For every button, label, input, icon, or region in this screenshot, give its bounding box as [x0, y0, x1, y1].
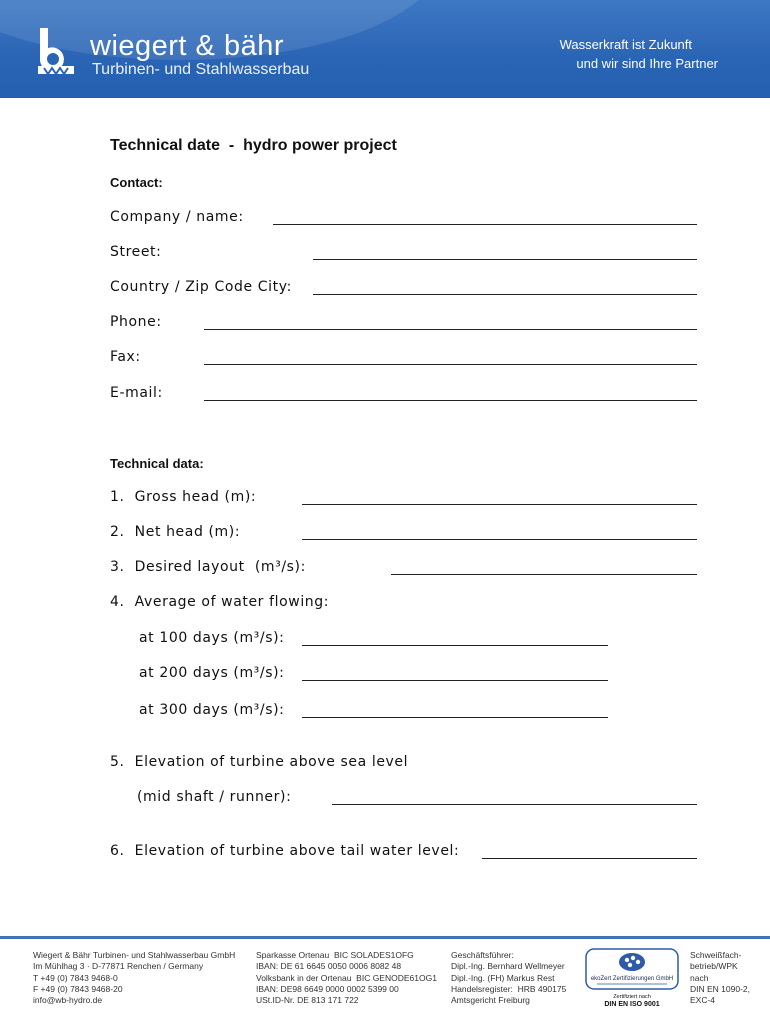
mid-shaft-row [0, 789, 770, 809]
elevation-tail-row [0, 843, 770, 863]
flow-300-input-line[interactable] [302, 717, 608, 718]
phone-input-line[interactable] [204, 329, 697, 330]
footer-management-info [451, 950, 566, 1006]
gross-head-input-line[interactable] [302, 504, 697, 505]
street-input-line[interactable] [313, 259, 697, 260]
elevation-tail-input-line[interactable] [482, 858, 697, 859]
country-row [0, 279, 770, 299]
net-head-input-line[interactable] [302, 539, 697, 540]
average-flow-row [0, 594, 770, 614]
field-label: E-mail: [110, 385, 163, 401]
company-name: wiegert & bähr [90, 30, 284, 62]
footer-line: Wiegert & Bähr Turbinen- und Stahlwasserbau GmbH [33, 950, 236, 960]
mid-shaft-input-line[interactable] [332, 804, 697, 805]
field-label: Street: [110, 244, 162, 260]
footer-email-link[interactable]: info@wb-hydro.de [33, 995, 103, 1006]
flow-200-row [0, 665, 770, 685]
field-label: Fax: [110, 349, 141, 365]
elevation-sea-row [0, 754, 770, 774]
item-label: (mid shaft / runner): [137, 789, 292, 805]
item-label: at 100 days (m³/s): [139, 630, 285, 646]
field-label: Phone: [110, 314, 162, 330]
gross-head-row [0, 489, 770, 509]
certificate-seal-icon [583, 948, 681, 1008]
item-label: 5. Elevation of turbine above sea level [110, 754, 409, 770]
footer-line: betrieb/WPK [690, 961, 738, 972]
tagline-1: Wasserkraft ist Zukunft [559, 37, 692, 52]
item-label: at 200 days (m³/s): [139, 665, 285, 681]
page-title: Technical date - hydro power project [110, 137, 397, 154]
item-label: 1. Gross head (m): [110, 489, 257, 505]
footer-line: USt.ID-Nr. DE 813 171 722 [256, 995, 359, 1006]
header-banner [0, 0, 770, 98]
cert-standard: DIN EN ISO 9001 [604, 1001, 660, 1008]
fax-row [0, 349, 770, 369]
cert-text: Zertifiziert nach [613, 994, 651, 1000]
flow-100-input-line[interactable] [302, 645, 608, 646]
footer-line: Dipl.-Ing. (FH) Markus Rest [451, 972, 555, 983]
footer-line: nach [690, 972, 709, 983]
net-head-row [0, 524, 770, 544]
contact-heading: Contact: [110, 175, 163, 190]
footer-line: IBAN: DE 61 6645 0050 0006 8082 48 [256, 961, 402, 972]
phone-row [0, 314, 770, 334]
footer-line: EXC-4 [690, 995, 716, 1006]
technical-heading: Technical data: [110, 456, 204, 471]
cert-text: ekoZert Zertifizierungen GmbH [590, 976, 674, 982]
item-label: 4. Average of water flowing: [110, 594, 330, 610]
footer-line: F +49 (0) 7843 9468-20 [33, 983, 123, 994]
tagline-2: und wir sind Ihre Partner [576, 56, 718, 71]
desired-layout-input-line[interactable] [391, 574, 697, 575]
footer-divider [0, 936, 770, 939]
flow-100-row [0, 630, 770, 650]
company-logo-icon [36, 28, 76, 76]
company-name-row [0, 209, 770, 229]
certification-badge [583, 948, 681, 1008]
footer-line: Im Mühlhag 3 · D-77871 Renchen / Germany [33, 961, 204, 972]
footer-line: DIN EN 1090-2, [690, 983, 750, 994]
item-label: 6. Elevation of turbine above tail water level: [110, 843, 460, 859]
flow-300-row [0, 702, 770, 722]
footer-welding-info [690, 950, 750, 1006]
desired-layout-row [0, 559, 770, 579]
footer-line: Handelsregister: HRB 490175 [451, 983, 567, 994]
footer-line: Schweißfach- [690, 950, 742, 960]
footer-bank-info [256, 950, 437, 1006]
fax-input-line[interactable] [204, 364, 697, 365]
street-row [0, 244, 770, 264]
email-row [0, 385, 770, 405]
footer-line: Volksbank in der Ortenau BIC GENODE61OG1 [256, 972, 437, 983]
field-label: Country / Zip Code City: [110, 279, 292, 295]
company-subtitle: Turbinen- und Stahlwasserbau [92, 61, 310, 78]
footer-line: IBAN: DE98 6649 0000 0002 5399 00 [256, 983, 399, 994]
flow-200-input-line[interactable] [302, 680, 608, 681]
footer-company-info [33, 950, 235, 1006]
company-name-input-line[interactable] [273, 224, 697, 225]
footer-line: Sparkasse Ortenau BIC SOLADES1OFG [256, 950, 414, 960]
footer-line: Dipl.-Ing. Bernhard Wellmeyer [451, 961, 565, 972]
item-label: at 300 days (m³/s): [139, 702, 285, 718]
item-label: 2. Net head (m): [110, 524, 241, 540]
item-label: 3. Desired layout (m³/s): [110, 559, 306, 575]
email-input-line[interactable] [204, 400, 697, 401]
footer-line: Amtsgericht Freiburg [451, 995, 530, 1006]
field-label: Company / name: [110, 209, 244, 225]
footer-line: Geschäftsführer: [451, 950, 514, 960]
country-input-line[interactable] [313, 294, 697, 295]
footer-line: T +49 (0) 7843 9468-0 [33, 972, 118, 983]
